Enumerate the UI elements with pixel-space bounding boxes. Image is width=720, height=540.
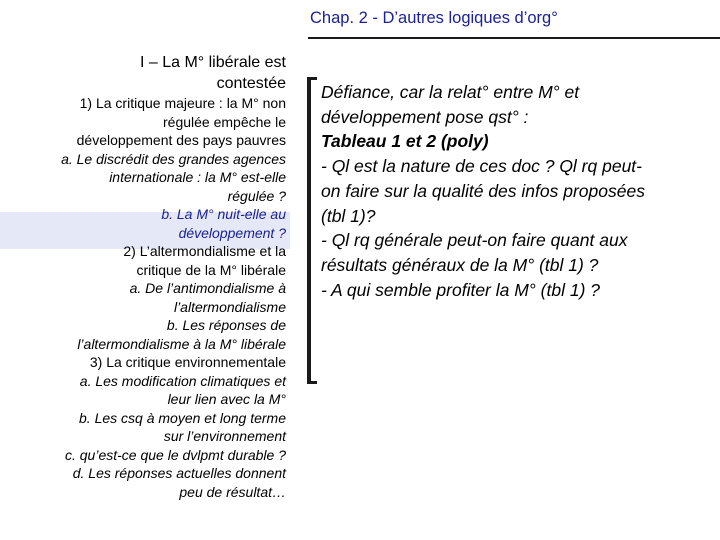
item1-line-3: développement des pays pauvres <box>76 132 286 148</box>
section-title-line-1: I – La M° libérale est <box>139 54 286 71</box>
content-line-8: résultats généraux de la M° (tbl 1) ? <box>321 254 599 275</box>
item3d-line-2: peu de résultat… <box>179 483 286 500</box>
item2-line-1: 2) L’altermondialisme et la <box>123 243 286 259</box>
header-title: Chap. 2 - D’autres logiques d’org° <box>310 9 558 27</box>
item2a-line-2: l’altermondialisme <box>173 298 286 315</box>
content-bracket-top <box>307 77 317 80</box>
item2b-line-1: b. Les réponses de <box>166 317 286 333</box>
content-line-1: Défiance, car la relat° entre M° et <box>321 82 580 102</box>
item3b-line-2: sur l’environnement <box>163 428 286 444</box>
item1a-line-1: a. Le discrédit des grandes agences <box>61 150 286 167</box>
outline-panel <box>0 52 286 501</box>
content-panel <box>321 80 716 302</box>
item3c-line-1: c. qu’est-ce que le dvlpmt durable ? <box>64 446 286 463</box>
item1b-line-1: b. La M° nuit-elle au <box>161 206 286 222</box>
item3b-line-1: b. Les csq à moyen et long terme <box>79 409 286 426</box>
item2-line-2: critique de la M° libérale <box>136 261 286 278</box>
content-line-5: on faire sur la qualité des infos proposées <box>321 180 645 201</box>
item1b-line-2: développement ? <box>178 224 286 241</box>
item2b-line-2: l’altermondialisme à la M° libérale <box>77 335 286 352</box>
content-line-9: - A qui semble profiter la M° (tbl 1) ? <box>321 279 600 300</box>
item1a-line-3: régulée ? <box>227 187 286 204</box>
item3d-line-1: d. Les réponses actuelles donnent <box>72 465 286 481</box>
item2a-line-1: a. De l’antimondialisme à <box>129 280 286 296</box>
item3a-line-2: leur lien avec la M° <box>167 391 286 407</box>
item3a-line-1: a. Les modification climatiques et <box>79 372 286 389</box>
content-line-4: - Ql est la nature de ces doc ? Ql rq peut- <box>321 156 642 177</box>
item3-line-1: 3) La critique environnementale <box>89 354 286 370</box>
item1-line-1: 1) La critique majeure : la M° non <box>79 95 286 111</box>
item1-line-2: régulée empêche le <box>163 113 286 130</box>
section-title-line-2: contestée <box>216 75 286 92</box>
header-rule <box>308 37 720 39</box>
content-line-7: - Ql rq générale peut-on faire quant aux <box>321 230 628 251</box>
content-line-3: Tableau 1 et 2 (poly) <box>321 131 489 152</box>
content-bracket <box>307 77 311 384</box>
content-bracket-bottom <box>307 381 317 384</box>
content-line-6: (tbl 1)? <box>321 205 376 226</box>
item1a-line-2: internationale : la M° est-elle <box>109 169 286 185</box>
content-line-2: développement pose qst° : <box>321 106 529 127</box>
